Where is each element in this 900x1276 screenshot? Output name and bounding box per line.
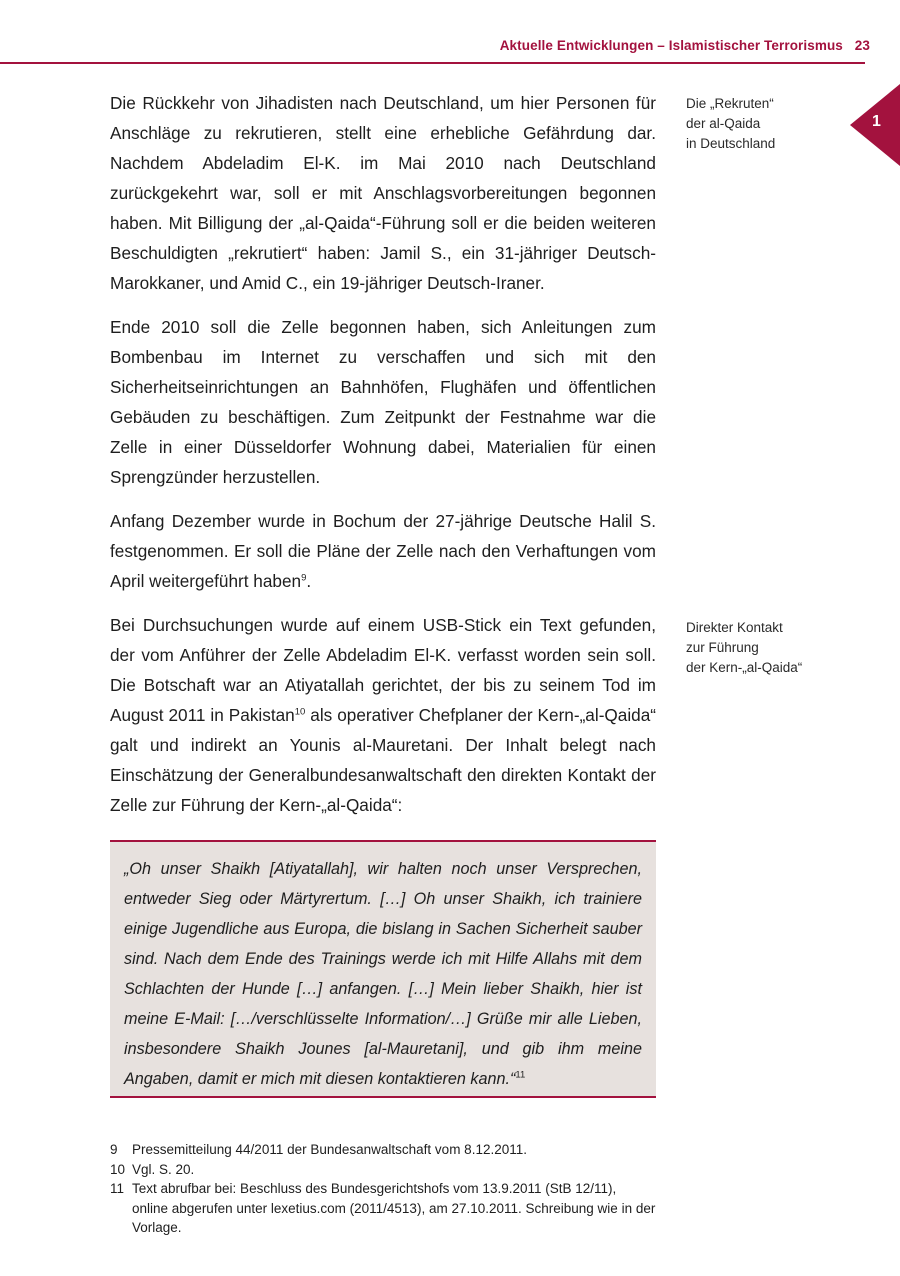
page-number: 23 [854, 38, 870, 53]
footnotes [110, 1140, 656, 1238]
footnote-text: Pressemitteilung 44/2011 der Bundesanwaltschaft vom 8.12.2011. [132, 1142, 527, 1157]
footnote-ref[interactable]: 10 [294, 706, 306, 718]
main-text [110, 88, 656, 834]
footnote-number: 9 [110, 1142, 118, 1157]
running-header [0, 38, 870, 53]
footnote-ref[interactable]: 9 [301, 572, 307, 584]
paragraph-text: Anfang Dezember wurde in Bochum der 27-jährige Deutsche Halil S. festgenommen. Er soll die Pläne der Zelle nach den Verhaftungen vom April weitergeführt haben [110, 511, 656, 591]
paragraph-text: Ende 2010 soll die Zelle begonnen haben, sich Anleitungen zum Bombenbau im Internet zu verschaffen und sich mit den Sicherheitseinrichtungen an Bahnhöfen, Flughäfen und öffentlichen Gebäuden zu beschäftigen. Zum Zeitpunkt der Festnahme war die Zelle in einer Düsseldorfer Wohnung dabei, Materialien für einen Sprengzünder herzustellen. [110, 317, 656, 487]
paragraph [110, 506, 656, 596]
footnote-text: Vgl. S. 20. [132, 1161, 195, 1177]
footnote-text: Text abrufbar bei: Beschluss des Bundesgerichtshofs vom 13.9.2011 (StB 12/11), online abgerufen unter lexetius.com (2011/4513), am 27.10.2011. Schreibung wie in der Vorlage. [132, 1181, 656, 1235]
paragraph-text-tail: . [306, 571, 312, 591]
quote-box [110, 840, 656, 1098]
margin-note-contact: Direkter Kontakt zur Führung der Kern-„al-Qaida“ [686, 620, 803, 675]
footnote [110, 1179, 656, 1238]
footnote-ref[interactable]: 11 [515, 1069, 526, 1081]
paragraph-text-tail: als operativer Chefplaner der Kern-„al-Qaida“ galt und indirekt an Younis al-Mauretani. Der Inhalt belegt nach Einschätzung der Generalbundesanwaltschaft den direkten Kontakt der Zelle zur Führung der Kern-„al-Qaida“: [110, 705, 656, 815]
footnote [110, 1140, 656, 1160]
header-title: Aktuelle Entwicklungen – Islamistischer Terrorismus [499, 38, 843, 53]
footnote-number: 10 [110, 1161, 126, 1177]
paragraph-text: Die Rückkehr von Jihadisten nach Deutschland, um hier Personen für Anschläge zu rekrutieren, stellt eine erhebliche Gefährdung dar. Nachdem Abdeladim El-K. im Mai 2010 nach Deutschland zurückgekehrt war, soll er mit Anschlagsvorbereitungen begonnen haben. Mit Billigung der „al-Qaida“-Führung soll er die beiden weiteren Beschuldigten „rekrutiert“ haben: Jamil S., ein 31-jähriger Deutsch-Marokkaner, und Amid C., ein 19-jähriger Deutsch-Iraner. [110, 93, 656, 293]
header-rule [0, 62, 865, 64]
quote-text [124, 854, 642, 1094]
paragraph [110, 312, 656, 492]
footnote-number: 11 [110, 1181, 125, 1196]
footnote [110, 1160, 656, 1180]
chapter-number: 1 [872, 113, 881, 130]
quote-body: „Oh unser Shaikh [Atiyatallah], wir halten noch unser Versprechen, entweder Sieg oder Märtyrertum. […] Oh unser Shaikh, ich trainiere einige Jugendliche aus Europa, die bislang in Sachen Sicherheit sauber sind. Nach dem Ende des Trainings werde ich mit Hilfe Allahs mit dem Schlachten der Hunde […] anfangen. […] Mein lieber Shaikh, hier ist meine E-Mail: […/verschlüsselte Information/…] Grüße mir alle Lieben, insbesondere Shaikh Jounes [al-Mauretani], und gib ihm meine Angaben, damit er mich mit diesen kontaktieren kann.“ [124, 860, 642, 1088]
margin-note-recruits: Die „Rekruten“ der al-Qaida in Deutschland [686, 96, 776, 151]
paragraph-text: Bei Durchsuchungen wurde auf einem USB-Stick ein Text gefunden, der vom Anführer der Zelle Abdeladim El-K. verfasst worden sein soll. Die Botschaft war an Atiyatallah gerichtet, der bis zu seinem Tod im August 2011 in Pakistan [110, 615, 656, 725]
paragraph [110, 610, 656, 820]
paragraph [110, 88, 656, 298]
